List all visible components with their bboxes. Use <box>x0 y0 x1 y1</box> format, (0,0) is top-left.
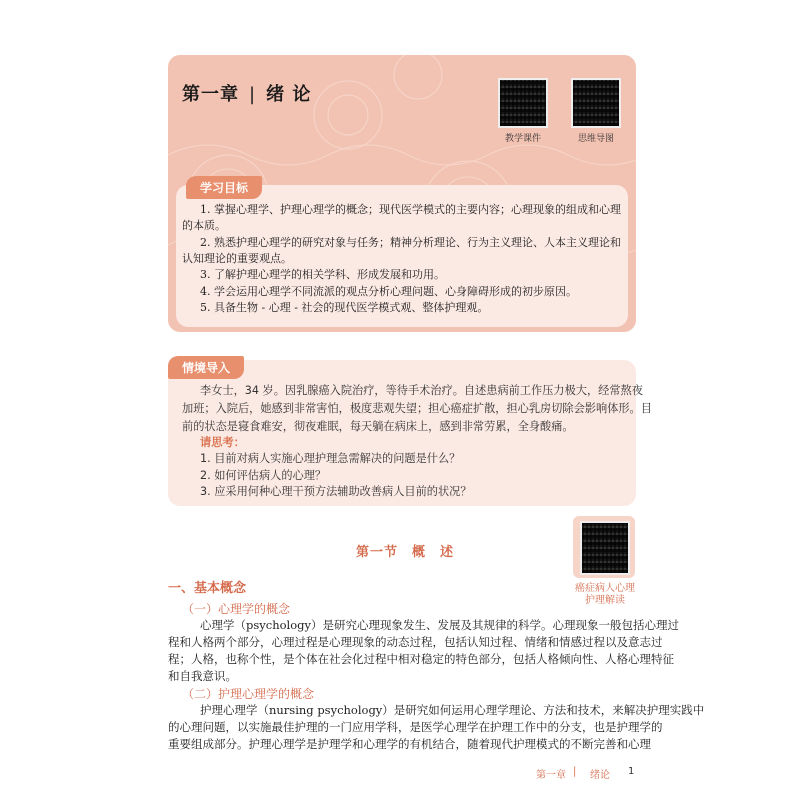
think-label: 请思考： <box>200 436 245 449</box>
objectives-tag: 学习目标 <box>186 176 262 199</box>
body-line: 和自我意识。 <box>168 669 237 683</box>
side-qr-label: 癌症病人心理 <box>575 583 635 594</box>
scenario-question: 3. 应采用何种心理干预方法辅助改善病人目前的状况？ <box>200 485 472 498</box>
qr-label-courseware: 教学课件 <box>504 134 541 144</box>
section-title: 第一节 概 述 <box>356 545 455 560</box>
body-line: 心理学（psychology）是研究心理现象发生、发展及其规律的科学。心理现象一般包括心理过 <box>200 618 679 632</box>
objective-line: 3. 了解护理心理学的相关学科、形成发展和功用。 <box>200 268 445 281</box>
footer-separator: | <box>573 766 577 777</box>
footer-chapter: 第一章 <box>536 770 566 781</box>
scenario-line: 李女士，34 岁。因乳腺癌入院治疗，等待手术治疗。自述患病前工作压力极大，经常熬夜 <box>200 384 643 397</box>
objective-line: 认知理论的重要观点。 <box>182 252 292 265</box>
scenario-line: 前的状态是寝食难安，彻夜难眠，每天躺在病床上，感到非常劳累，全身酸痛。 <box>182 420 574 433</box>
chapter-name: 绪 论 <box>266 84 312 105</box>
scenario-question: 2. 如何评估病人的心理？ <box>200 469 327 482</box>
subheading-psychology: （一）心理学的概念 <box>182 602 291 616</box>
qr-label-mindmap: 思维导图 <box>577 134 614 144</box>
side-qr-label: 护理解读 <box>585 595 625 606</box>
body-line: 程；人格，也称个性，是个体在社会化过程中相对稳定的特色部分，包括人格倾向性、人格心理特征 <box>168 652 674 666</box>
qr-code-cancer-care[interactable] <box>580 521 630 575</box>
chapter-label: 第一章 <box>182 84 239 105</box>
objective-line: 1. 掌握心理学、护理心理学的概念；现代医学模式的主要内容；心理现象的组成和心理 <box>200 203 621 216</box>
objective-line: 2. 熟悉护理心理学的研究对象与任务；精神分析理论、行为主义理论、人本主义理论和 <box>200 236 621 249</box>
page-number: 1 <box>628 766 635 777</box>
chapter-title <box>182 80 311 106</box>
footer-chapter-name: 绪论 <box>590 770 610 781</box>
qr-code-mindmap[interactable] <box>571 78 621 128</box>
scenario-question: 1. 目前对病人实施心理护理急需解决的问题是什么？ <box>200 452 461 465</box>
objective-line: 5. 具备生物 - 心理 - 社会的现代医学模式观、整体护理观。 <box>200 301 489 314</box>
objective-line: 的本质。 <box>182 219 226 232</box>
body-line: 重要组成部分。护理心理学是护理学和心理学的有机结合，随着现代护理模式的不断完善和心理 <box>168 737 651 751</box>
heading-basic-concepts: 一、基本概念 <box>168 581 247 596</box>
chapter-separator: | <box>249 84 257 105</box>
qr-code-courseware[interactable] <box>498 78 548 128</box>
body-line: 程和人格两个部分，心理过程是心理现象的动态过程，包括认知过程、情绪和情感过程以及意志过 <box>168 635 663 649</box>
body-line: 的心理问题，以实施最佳护理的一门应用学科，是医学心理学在护理工作中的分支，也是护理学的 <box>168 720 663 734</box>
scenario-tag: 情境导入 <box>168 356 244 379</box>
body-line: 护理心理学（nursing psychology）是研究如何运用心理学理论、方法和技术，来解决护理实践中 <box>200 703 705 717</box>
scenario-line: 加班；入院后，她感到非常害怕，极度悲观失望；担心癌症扩散，担心乳房切除会影响体形。目 <box>182 402 652 415</box>
objective-line: 4. 学会运用心理学不同流派的观点分析心理问题、心身障碍形成的初步原因。 <box>200 285 577 298</box>
subheading-nursing-psychology: （二）护理心理学的概念 <box>182 687 315 701</box>
